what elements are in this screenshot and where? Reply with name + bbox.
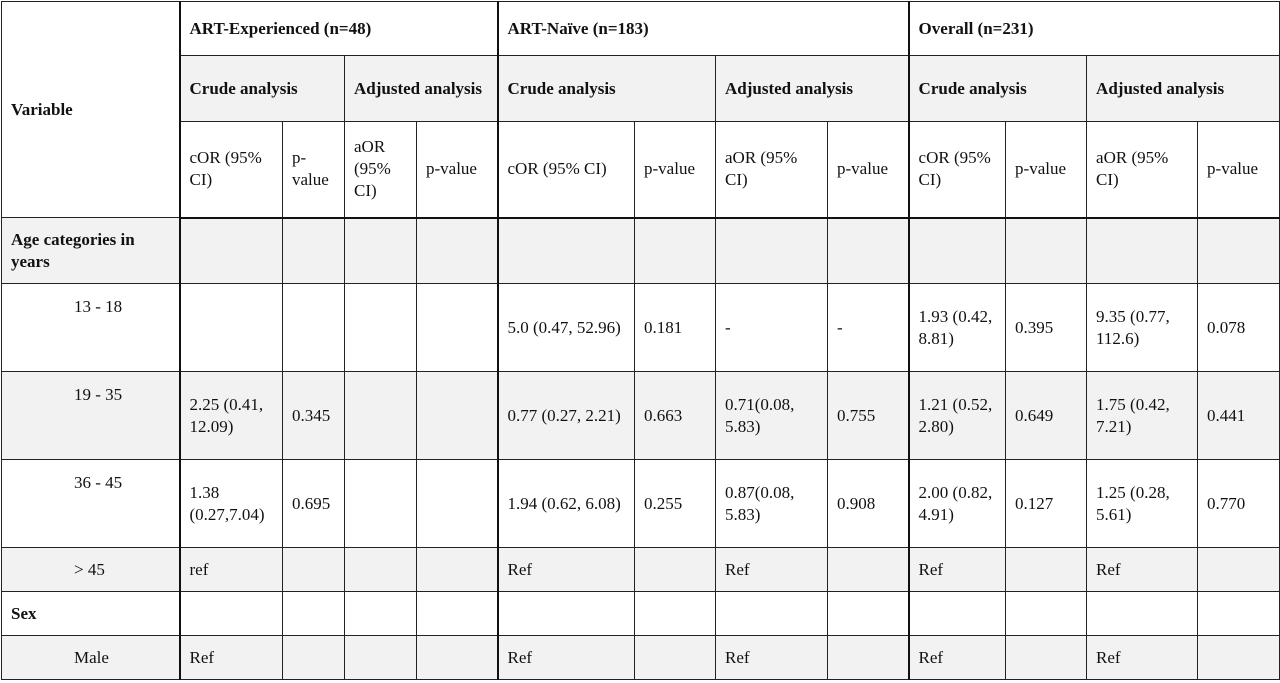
col-header-cor: cOR (95% CI) [180, 122, 283, 218]
subheader-experienced-crude: Crude analysis [180, 56, 345, 122]
cell-aor [345, 548, 417, 592]
cell-aor: - [716, 284, 828, 372]
cell-cor: Ref [909, 548, 1006, 592]
table-row [2, 284, 1280, 372]
col-header-pvalue: p-value [417, 122, 498, 218]
col-header-aor: aOR (95% CI) [716, 122, 828, 218]
subheader-overall-adjusted: Adjusted analysis [1087, 56, 1280, 122]
subheader-naive-crude: Crude analysis [498, 56, 716, 122]
cell-cor [180, 284, 283, 372]
table-row [2, 218, 1280, 284]
cell-cor [180, 592, 283, 636]
cell-aor: 0.87(0.08, 5.83) [716, 460, 828, 548]
row-label: 13 - 18 [2, 284, 180, 372]
subheader-experienced-adjusted: Adjusted analysis [345, 56, 498, 122]
section-label: Sex [2, 592, 180, 636]
cell-cor: 2.00 (0.82, 4.91) [909, 460, 1006, 548]
cell-pvalue [635, 548, 716, 592]
row-label: > 45 [2, 548, 180, 592]
table-row [2, 372, 1280, 460]
cell-pvalue: 0.755 [828, 372, 909, 460]
cell-cor [909, 218, 1006, 284]
cell-aor: Ref [1087, 548, 1198, 592]
cell-pvalue [417, 548, 498, 592]
cell-pvalue [828, 548, 909, 592]
cell-cor: 1.21 (0.52, 2.80) [909, 372, 1006, 460]
cell-aor [345, 636, 417, 680]
cell-pvalue [1006, 592, 1087, 636]
cell-aor [1087, 592, 1198, 636]
cell-aor [345, 372, 417, 460]
cell-aor: Ref [716, 636, 828, 680]
cell-cor: 1.38 (0.27,7.04) [180, 460, 283, 548]
cell-pvalue [635, 592, 716, 636]
cell-aor [345, 592, 417, 636]
cell-pvalue [1198, 592, 1280, 636]
col-header-aor: aOR (95% CI) [1087, 122, 1198, 218]
cell-aor [345, 284, 417, 372]
cell-cor: Ref [498, 548, 635, 592]
cell-cor: Ref [498, 636, 635, 680]
cell-pvalue [1006, 636, 1087, 680]
cell-aor: 0.71(0.08, 5.83) [716, 372, 828, 460]
cell-pvalue: 0.127 [1006, 460, 1087, 548]
col-header-pvalue: p-value [1006, 122, 1087, 218]
cell-pvalue [417, 460, 498, 548]
cell-pvalue: 0.663 [635, 372, 716, 460]
cell-cor [498, 592, 635, 636]
col-header-pvalue: p-value [635, 122, 716, 218]
cell-cor: 2.25 (0.41, 12.09) [180, 372, 283, 460]
cell-cor: 1.93 (0.42, 8.81) [909, 284, 1006, 372]
cell-pvalue [417, 372, 498, 460]
section-label: Age categories in years [2, 218, 180, 284]
subheader-naive-adjusted: Adjusted analysis [716, 56, 909, 122]
cell-cor [909, 592, 1006, 636]
group-header-overall: Overall (n=231) [909, 2, 1280, 56]
cell-aor [1087, 218, 1198, 284]
cell-pvalue [283, 592, 345, 636]
cell-pvalue [635, 636, 716, 680]
cell-pvalue [1198, 548, 1280, 592]
cell-pvalue: 0.395 [1006, 284, 1087, 372]
col-header-cor: cOR (95% CI) [909, 122, 1006, 218]
cell-pvalue: 0.345 [283, 372, 345, 460]
cell-pvalue: 0.770 [1198, 460, 1280, 548]
subheader-overall-crude: Crude analysis [909, 56, 1087, 122]
cell-aor [716, 592, 828, 636]
cell-cor: 0.77 (0.27, 2.21) [498, 372, 635, 460]
row-label: 19 - 35 [2, 372, 180, 460]
group-header-art-naive: ART-Naïve (n=183) [498, 2, 909, 56]
cell-cor: Ref [180, 636, 283, 680]
table-row [2, 460, 1280, 548]
cell-pvalue: - [828, 284, 909, 372]
cell-pvalue [417, 218, 498, 284]
cell-pvalue [828, 218, 909, 284]
cell-pvalue [417, 284, 498, 372]
cell-pvalue [417, 592, 498, 636]
cell-cor: 1.94 (0.62, 6.08) [498, 460, 635, 548]
cell-cor: ref [180, 548, 283, 592]
cell-pvalue [283, 548, 345, 592]
cell-cor: Ref [909, 636, 1006, 680]
cell-pvalue: 0.181 [635, 284, 716, 372]
col-header-cor: cOR (95% CI) [498, 122, 635, 218]
row-label: Male [2, 636, 180, 680]
cell-pvalue: 0.908 [828, 460, 909, 548]
cell-cor [180, 218, 283, 284]
cell-aor: 9.35 (0.77, 112.6) [1087, 284, 1198, 372]
cell-pvalue [828, 636, 909, 680]
cell-cor [498, 218, 635, 284]
cell-pvalue [1198, 636, 1280, 680]
table-row [2, 592, 1280, 636]
cell-pvalue: 0.078 [1198, 284, 1280, 372]
group-header-art-experienced: ART-Experienced (n=48) [180, 2, 498, 56]
cell-pvalue [417, 636, 498, 680]
table-row [2, 548, 1280, 592]
row-label: 36 - 45 [2, 460, 180, 548]
table-row [2, 636, 1280, 680]
cell-aor [345, 460, 417, 548]
col-header-pvalue: p-value [283, 122, 345, 218]
cell-aor: Ref [716, 548, 828, 592]
col-header-aor: aOR (95% CI) [345, 122, 417, 218]
cell-pvalue: 0.695 [283, 460, 345, 548]
cell-pvalue: 0.649 [1006, 372, 1087, 460]
cell-pvalue: 0.255 [635, 460, 716, 548]
cell-aor: Ref [1087, 636, 1198, 680]
variable-header: Variable [2, 2, 180, 218]
odds-ratio-table [1, 1, 1280, 680]
cell-aor [716, 218, 828, 284]
col-header-pvalue: p-value [828, 122, 909, 218]
cell-pvalue: 0.441 [1198, 372, 1280, 460]
cell-pvalue [283, 284, 345, 372]
cell-pvalue [1006, 218, 1087, 284]
cell-cor: 5.0 (0.47, 52.96) [498, 284, 635, 372]
cell-pvalue [1198, 218, 1280, 284]
cell-aor: 1.25 (0.28, 5.61) [1087, 460, 1198, 548]
cell-pvalue [1006, 548, 1087, 592]
cell-pvalue [828, 592, 909, 636]
cell-pvalue [283, 636, 345, 680]
cell-aor: 1.75 (0.42, 7.21) [1087, 372, 1198, 460]
cell-pvalue [283, 218, 345, 284]
cell-pvalue [635, 218, 716, 284]
col-header-pvalue: p-value [1198, 122, 1280, 218]
cell-aor [345, 218, 417, 284]
